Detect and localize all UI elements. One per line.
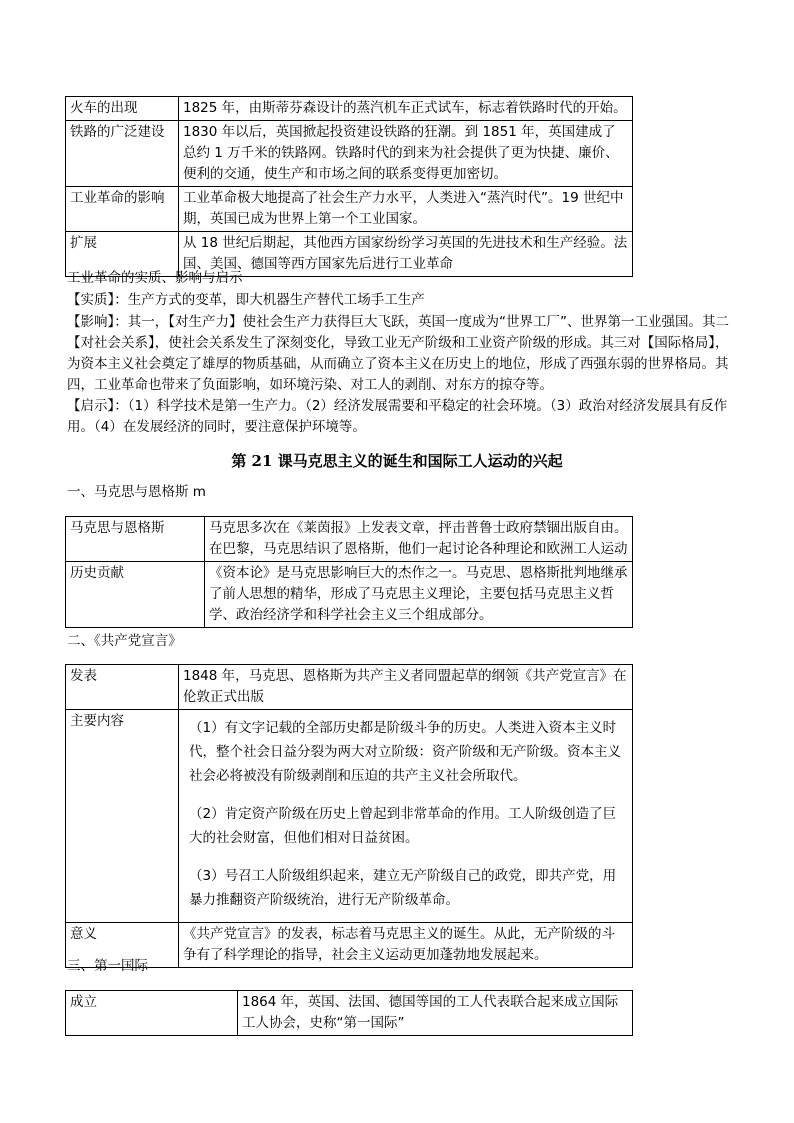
list-item: （2）肯定资产阶级在历史上曾起到非常革命的作用。工人阶级创造了巨大的社会财富，但他们相对日益贫困。	[189, 806, 617, 846]
section-heading-marx-engels: 一、马克思与恩格斯 m	[67, 484, 206, 500]
table-row	[66, 187, 633, 232]
row-label: 历史贡献	[66, 562, 205, 628]
row-label: 意义	[66, 923, 179, 968]
summary-heading: 工业革命的实质、影响与启示	[67, 270, 243, 286]
marx-engels-table	[65, 516, 633, 628]
table-row	[66, 991, 633, 1036]
table-row	[66, 97, 633, 121]
row-label: 扩展	[66, 232, 179, 277]
row-content: 1830 年以后，英国掀起投资建设铁路的狂潮。到 1851 年，英国建成了总约 1 万千米的铁路网。铁路时代的到来为社会提供了更为快捷、廉价、便利的交通，使生产和市场之间的联系变得更加密切。	[179, 121, 633, 187]
section-heading-manifesto: 二、《共产党宣言》	[67, 633, 182, 649]
insight-paragraph: 【启示】：（1）科学技术是第一生产力。（2）经济发展需要和平稳定的社会环境。（3）政治对经济发展具有反作用。（4）在发展经济的同时，要注意保护环境等。	[67, 398, 728, 435]
section-heading-first-international: 三、第一国际	[67, 958, 148, 974]
essence-paragraph: 【实质】：生产方式的变革，即大机器生产替代工场手工生产	[67, 292, 425, 308]
impact-paragraph: 【影响】：其一，【对生产力】使社会生产力获得巨大飞跃，英国一度成为“世界工厂”、世界第一工业强国。其二【对社会关系】，使社会关系发生了深刻变化，导致工业无产阶级和工业资产阶级的形成。其三对【国际格局】，为资本主义社会奠定了雄厚的物质基础，从而确立了资本主义在历史上的地位，形成了西强东弱的世界格局。其四，工业革命也带来了负面影响，如环境污染、对工人的剥削、对东方的掠夺等。	[67, 314, 729, 393]
row-content: 《共产党宣言》的发表，标志着马克思主义的诞生。从此，无产阶级的斗争有了科学理论的指导，社会主义运动更加蓬勃地发展起来。	[179, 923, 633, 968]
row-label: 主要内容	[66, 710, 179, 923]
row-content: 1848 年，马克思、恩格斯为共产主义者同盟起草的纲领《共产党宣言》在伦敦正式出版	[179, 665, 633, 710]
list-item: （1）有文字记载的全部历史都是阶级斗争的历史。人类进入资本主义时代，整个社会日益分裂为两大对立阶级：资产阶级和无产阶级。资本主义社会必将被没有阶级剥削和压迫的共产主义社会所取代。	[189, 720, 621, 784]
row-content: 从 18 世纪后期起，其他西方国家纷纷学习英国的先进技术和生产经验。法国、美国、德国等西方国家先后进行工业革命	[179, 232, 633, 277]
row-label: 工业革命的影响	[66, 187, 179, 232]
row-content: 《资本论》是马克思影响巨大的杰作之一。马克思、恩格斯批判地继承了前人思想的精华，形成了马克思主义理论，主要包括马克思主义哲学、政治经济学和科学社会主义三个组成部分。	[205, 562, 633, 628]
row-content-list	[179, 710, 633, 923]
row-label: 发表	[66, 665, 179, 710]
railway-table	[65, 96, 633, 277]
row-label: 成立	[66, 991, 238, 1036]
list-item: （3）号召工人阶级组织起来，建立无产阶级自己的政党，即共产党，用暴力推翻资产阶级统治，进行无产阶级革命。	[189, 868, 617, 908]
row-label: 铁路的广泛建设	[66, 121, 179, 187]
lesson-title: 第 21 课马克思主义的诞生和国际工人运动的兴起	[231, 452, 563, 470]
row-content: 工业革命极大地提高了社会生产力水平，人类进入“蒸汽时代”。19 世纪中期，英国已成为世界上第一个工业国家。	[179, 187, 633, 232]
table-row	[66, 923, 633, 968]
row-content: 1864 年，英国、法国、德国等国的工人代表联合起来成立国际工人协会，史称“第一国际”	[238, 991, 633, 1036]
table-row	[66, 665, 633, 710]
row-label: 马克思与恩格斯	[66, 517, 205, 562]
table-row	[66, 121, 633, 187]
manifesto-table	[65, 664, 633, 968]
table-row	[66, 517, 633, 562]
row-content: 马克思多次在《莱茵报》上发表文章，抨击普鲁士政府禁锢出版自由。在巴黎，马克思结识了恩格斯，他们一起讨论各种理论和欧洲工人运动	[205, 517, 633, 562]
row-label: 火车的出现	[66, 97, 179, 121]
table-row	[66, 562, 633, 628]
row-content: 1825 年，由斯蒂芬森设计的蒸汽机车正式试车，标志着铁路时代的开始。	[179, 97, 633, 121]
table-row	[66, 710, 633, 923]
first-international-table	[65, 990, 633, 1036]
